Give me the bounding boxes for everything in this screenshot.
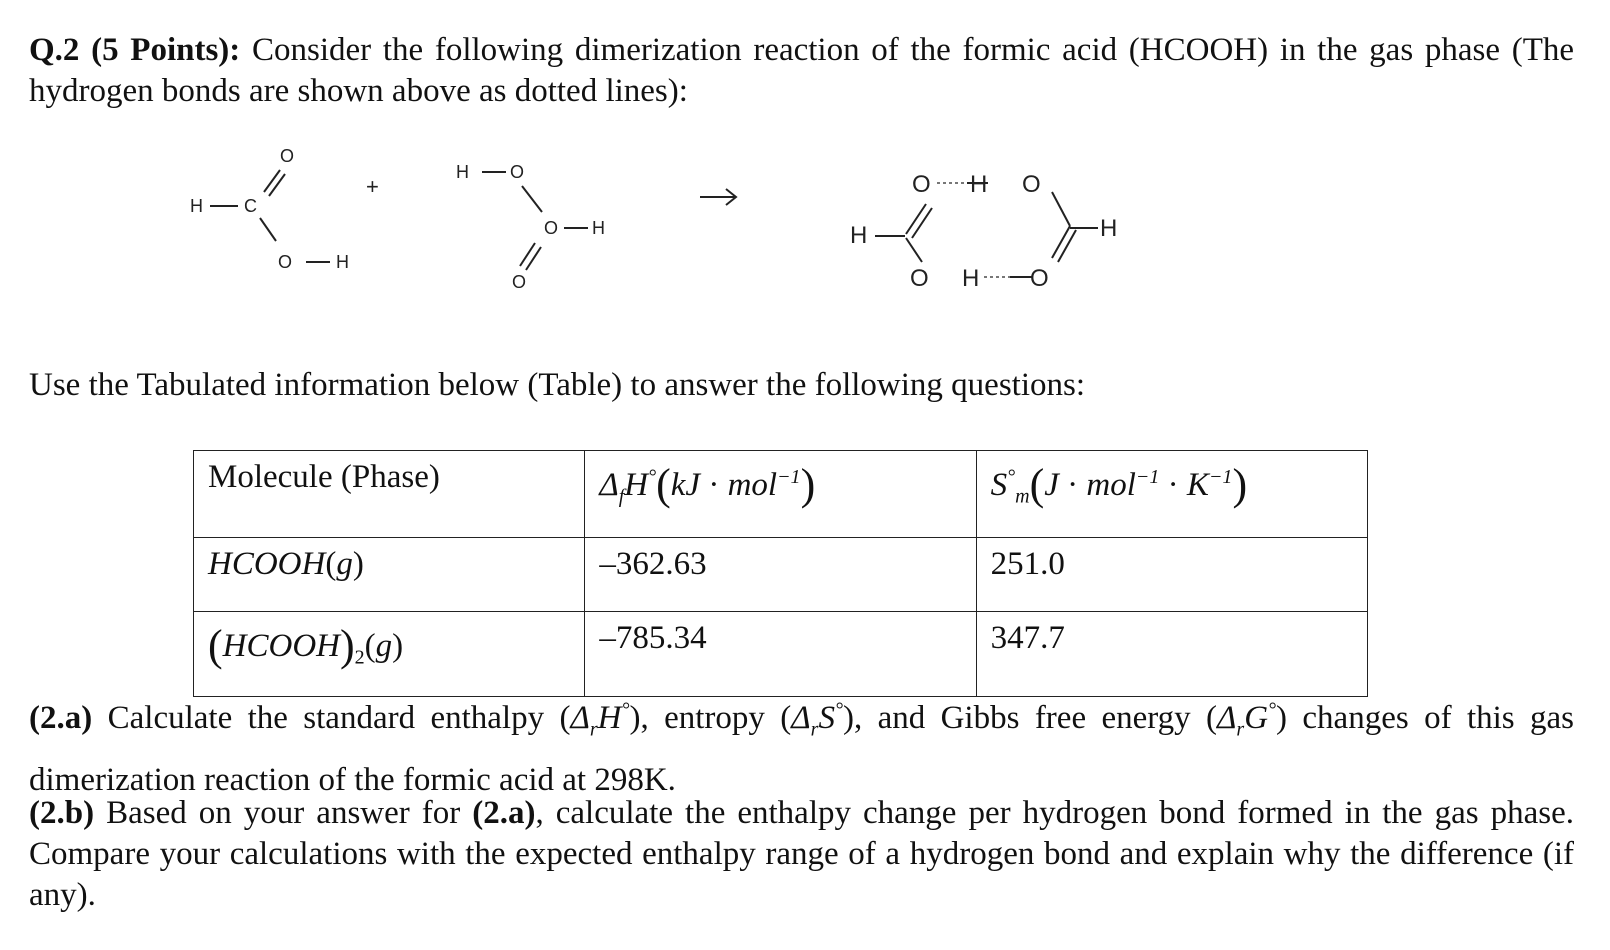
cell-entropy: 251.0 [976, 538, 1367, 612]
cell-molecule: $(HCOOH)_2(g)$ [194, 612, 585, 697]
atom-label: O [1030, 265, 1049, 292]
atom-label: O [278, 252, 293, 272]
atom-label: H [456, 162, 469, 182]
plus-sign: + [366, 174, 379, 199]
atom-label: H [592, 218, 605, 238]
table-row [194, 612, 1368, 697]
cell-enthalpy: –785.34 [585, 612, 976, 697]
table-header-row [194, 451, 1368, 538]
table-intro: Use the Tabulated information below (Table) to answer the following questions: [29, 367, 1086, 403]
atom-label: H [336, 252, 349, 272]
atom-label: O [910, 265, 929, 292]
part-b-ref: (2.a) [472, 795, 536, 831]
atom-label: H [190, 196, 203, 216]
atom-label: H [1100, 215, 1118, 242]
atom-label: O [512, 272, 527, 292]
thermo-table [193, 450, 1368, 697]
cell-enthalpy: –362.63 [585, 538, 976, 612]
table-row [194, 538, 1368, 612]
question-label: Q.2 (5 Points): [29, 32, 241, 68]
question-text: Consider the following dimerization reaction of the formic acid (HCOOH) in the gas phase (The hydrogen bonds are shown above as dotted lines): [29, 32, 1574, 109]
atom-label: O [1022, 171, 1041, 198]
atom-label: O [510, 162, 525, 182]
part-b-text2: , calculate the enthalpy change per hydrogen bond formed in the gas phase. Compare your calculations with the expected enthalpy range of a hydrogen bond and explain why the difference (if any). [29, 795, 1574, 913]
header-enthalpy: $\Delta_fH^\circ(kJ \cdot mol^{-1})$ [585, 451, 976, 538]
part-a-label: (2.a) [29, 700, 93, 736]
cell-entropy: 347.7 [976, 612, 1367, 697]
atom-label: H [850, 222, 868, 249]
part-b-label: (2.b) [29, 795, 95, 831]
part-b [29, 793, 1574, 916]
atom-label: O [544, 218, 559, 238]
atom-label: O [912, 171, 931, 198]
cell-molecule: HCOOH(g) [194, 538, 585, 612]
question-intro [29, 30, 1574, 112]
atom-label: H [970, 171, 988, 198]
part-b-text1: Based on your answer for [94, 795, 473, 831]
atom-label: H [962, 265, 980, 292]
reaction-scheme [180, 140, 1160, 310]
atom-label: C [244, 196, 257, 216]
header-molecule: Molecule (Phase) [194, 451, 585, 538]
part-a: (2.a) Calculate the standard enthalpy $(\Delta_rH^\circ)$, entropy $(\Delta_rS^\circ)$, and Gibbs free energy $(\Delta_rG^\circ)$ changes of this gas dimerization reaction of the formic acid at 298K. [29, 699, 1574, 798]
atom-label: O [280, 146, 295, 166]
header-entropy: $S^\circ_m(J \cdot mol^{-1} \cdot K^{-1})$ [976, 451, 1367, 538]
